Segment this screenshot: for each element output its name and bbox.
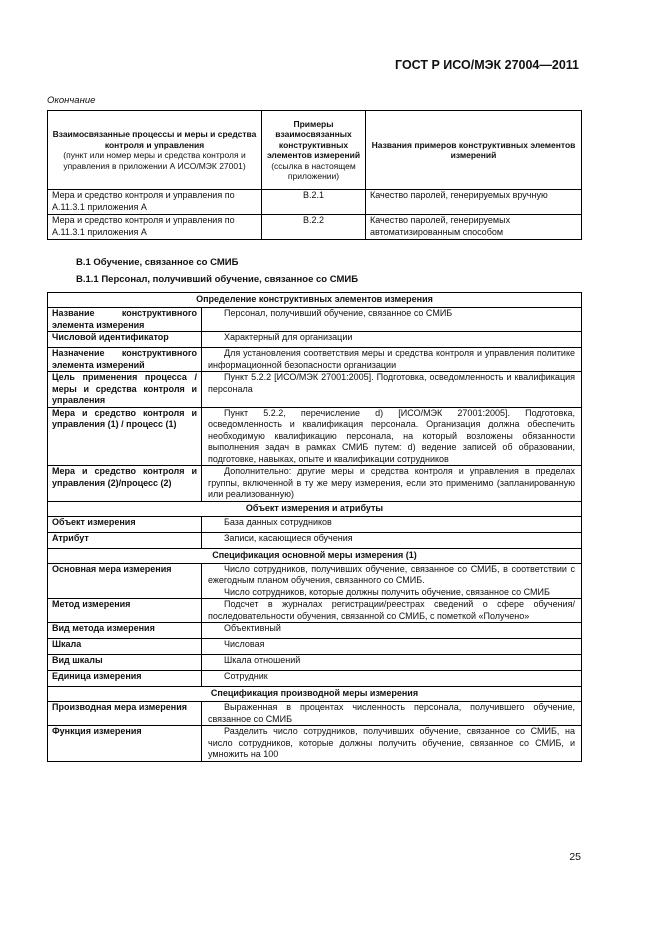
column-header-processes [48, 111, 262, 190]
row-value-text: Записи, касающиеся обучения [224, 532, 353, 543]
row-value [202, 466, 582, 502]
row-value [202, 407, 582, 466]
table-row [48, 671, 582, 687]
column-header-examples-title: Примеры взаимосвязанных конструктивных элементов измерений [266, 118, 361, 160]
row-value [202, 332, 582, 348]
row-value [202, 655, 582, 671]
row-label: Числовой идентификатор [48, 332, 202, 348]
process-cell: Мера и средство контроля и управления по А.11.3.1 приложения А [48, 215, 262, 240]
row-value [202, 671, 582, 687]
row-value [202, 639, 582, 655]
column-header-processes-note: (пункт или номер меры и средства контроля и управления в приложении А ИСО/МЭК 27001) [63, 150, 246, 171]
row-value-text: Дополнительно: другие меры и средства контроля и управления в пределах группы, включенной в ту же меру измерения, если это применимо (запланированную или реализованную) [208, 466, 575, 499]
table-row [48, 726, 582, 762]
table-row [48, 215, 582, 240]
column-header-examples-note: (ссылка в настоящем приложении) [271, 160, 356, 181]
section-title-row [48, 501, 582, 516]
table-row [48, 639, 582, 655]
element-name-cell: Качество паролей, генерируемых автоматизированным способом [366, 215, 582, 240]
row-label: Шкала [48, 639, 202, 655]
reference-cell: В.2.1 [262, 190, 366, 215]
derived-measure-title: Спецификация производной меры измерения [48, 687, 582, 702]
row-value-text: Подсчет в журналах регистрации/реестрах сведений о сфере обучения/последовательности обучения, связанной со СМИБ, с пометкой «Получено» [208, 599, 575, 621]
row-value [202, 563, 582, 599]
object-title: Объект измерения и атрибуты [48, 501, 582, 516]
row-value [202, 308, 582, 332]
page-number: 25 [569, 851, 581, 863]
row-value-text: Число сотрудников, получивших обучение, связанное со СМИБ, в соответствии с ежегодным планом обучения, связанного со СМИБ. [208, 563, 575, 585]
table-row [48, 407, 582, 466]
row-label: Мера и средство контроля и управления (2)/процесс (2) [48, 466, 202, 502]
row-value-text: Объективный [224, 623, 281, 633]
section-heading-b1: В.1 Обучение, связанное со СМИБ [76, 257, 239, 268]
row-value-text: Для установления соответствия меры и средства контроля и управления политике информационной безопасности организации [208, 348, 575, 370]
row-value [202, 372, 582, 408]
row-value-text: Пункт 5.2.2, перечисление d) [ИСО/МЭК 27001:2005]. Подготовка, осведомленность и квалификация персонала. Организация должна обеспечить необходимую квалификацию персонала, на который возложены обязанности выполнения задач в рамках СМИБ путем: d) ведение записей об образовании, подготовке, навыках, опыте и квалификации сотрудников [208, 407, 575, 464]
row-label: Название конструктивного элемента измерения [48, 308, 202, 332]
row-value-text: Сотрудник [224, 671, 268, 681]
row-value-text: Пункт 5.2.2 [ИСО/МЭК 27001:2005]. Подготовка, осведомленность и квалификация персонала [208, 372, 575, 394]
table-row [48, 599, 582, 623]
table-row [48, 516, 582, 532]
row-value [202, 702, 582, 726]
related-elements-table [47, 110, 582, 240]
process-cell: Мера и средство контроля и управления по А.11.3.1 приложения А [48, 190, 262, 215]
row-label: Производная мера измерения [48, 702, 202, 726]
row-value-text: Персонал, получивший обучение, связанное со СМИБ [224, 308, 453, 318]
row-value-text: База данных сотрудников [224, 516, 332, 527]
measurement-construct-table [47, 292, 582, 762]
standard-header: ГОСТ Р ИСО/МЭК 27004—2011 [395, 58, 579, 72]
row-value [202, 623, 582, 639]
table-row [48, 190, 582, 215]
table-header-row [48, 111, 582, 190]
definition-title: Определение конструктивных элементов измерения [48, 293, 582, 308]
row-label: Единица измерения [48, 671, 202, 687]
row-value-text: Числовая [224, 639, 265, 649]
row-value [202, 599, 582, 623]
row-label: Назначение конструктивного элемента измерений [48, 348, 202, 372]
section-heading-b11: В.1.1 Персонал, получивший обучение, связанное со СМИБ [76, 274, 359, 285]
row-label: Функция измерения [48, 726, 202, 762]
row-value-text: Характерный для организации [224, 332, 353, 342]
row-label: Вид шкалы [48, 655, 202, 671]
row-label: Объект измерения [48, 516, 202, 532]
row-label: Мера и средство контроля и управления (1) / процесс (1) [48, 407, 202, 466]
reference-cell: В.2.2 [262, 215, 366, 240]
column-header-names [366, 111, 582, 190]
row-label: Основная мера измерения [48, 563, 202, 599]
table-row [48, 308, 582, 332]
table-row [48, 532, 582, 548]
column-header-processes-title: Взаимосвязанные процессы и меры и средства контроля и управления [52, 129, 257, 150]
row-label: Атрибут [48, 532, 202, 548]
table-row [48, 372, 582, 408]
section-title-row [48, 548, 582, 563]
basic-measure-title: Спецификация основной меры измерения (1) [48, 548, 582, 563]
column-header-examples [262, 111, 366, 190]
table-row [48, 655, 582, 671]
row-value-text: Выраженная в процентах численность персонала, получившего обучение, связанное со СМИБ [208, 702, 575, 724]
table-row [48, 466, 582, 502]
table-row [48, 623, 582, 639]
row-value-text: Число сотрудников, которые должны получить обучение, связанное со СМИБ [224, 586, 550, 597]
table-row [48, 563, 582, 599]
row-value [202, 516, 582, 532]
column-header-names-title: Названия примеров конструктивных элементов измерений [371, 139, 576, 160]
continuation-label: Окончание [47, 95, 96, 106]
table-row [48, 702, 582, 726]
row-value [202, 348, 582, 372]
row-value-text: Разделить число сотрудников, получивших обучение, связанное со СМИБ, на число сотрудников, которые должны получить обучение, связанное со СМИБ, и умножить на 100 [208, 726, 575, 759]
row-value-text: Шкала отношений [224, 655, 301, 665]
row-label: Цель применения процесса / меры и средства контроля и управления [48, 372, 202, 408]
row-value [202, 532, 582, 548]
table-row [48, 348, 582, 372]
row-label: Метод измерения [48, 599, 202, 623]
row-label: Вид метода измерения [48, 623, 202, 639]
row-value [202, 726, 582, 762]
section-title-row [48, 687, 582, 702]
table-row [48, 332, 582, 348]
element-name-cell: Качество паролей, генерируемых вручную [366, 190, 582, 215]
section-title-row [48, 293, 582, 308]
